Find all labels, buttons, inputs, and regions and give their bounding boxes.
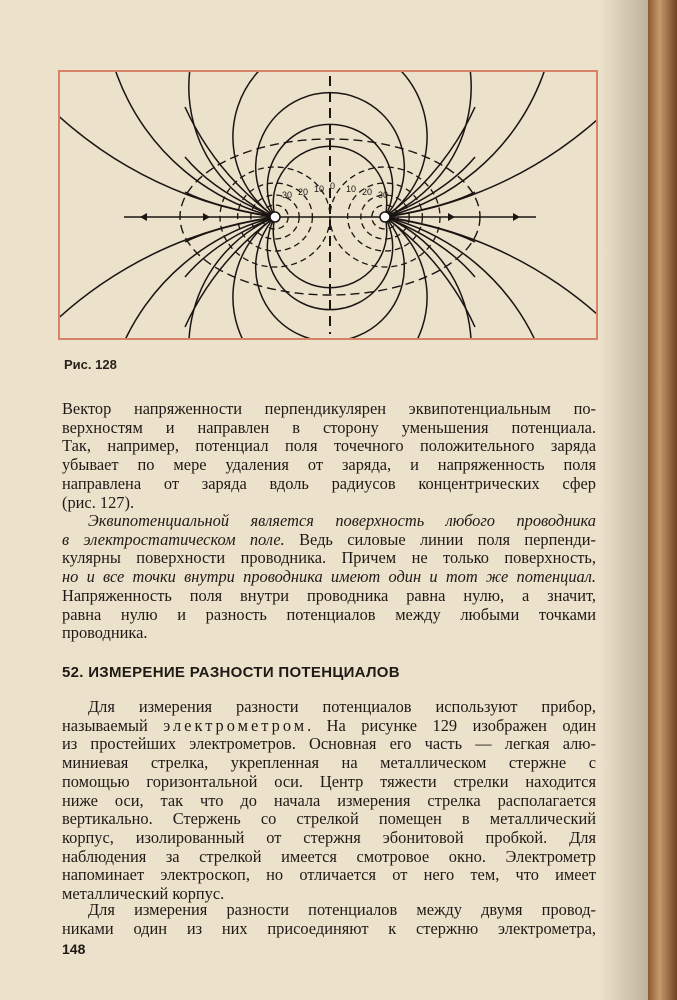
text-line: верхностям и направлен в сторону уменьшения потенциала. xyxy=(62,417,596,437)
text-line: ниже оси, так что до начала измерения стрелка располагается xyxy=(62,790,596,810)
section-heading: 52. ИЗМЕРЕНИЕ РАЗНОСТИ ПОТЕНЦИАЛОВ xyxy=(62,664,400,681)
text-line: никами один из них присоединяют к стержню электрометра, xyxy=(62,918,596,938)
field-line xyxy=(267,124,392,217)
text-line: наблюдения за стрелкой имеется смотровое окно. Электрометр xyxy=(62,846,596,866)
field-arrow xyxy=(513,213,520,221)
text-line: из простейших электрометров. Основная его часть — легкая алю- xyxy=(62,734,596,754)
text-line: корпус, изолированный от стержня эбонитовой пробкой. Для xyxy=(62,827,596,847)
potential-label: 10 xyxy=(346,184,357,194)
potential-label: 30 xyxy=(282,190,293,200)
field-arrow xyxy=(448,213,455,221)
text-line: направлена от заряда вдоль радиусов концентрических сфер xyxy=(62,473,596,493)
text-line: помощью горизонтальной оси. Центр тяжести стрелки находится xyxy=(62,771,596,791)
dipole-field-diagram xyxy=(60,72,596,338)
text-line: Так, например, потенциал поля точечного положительного заряда xyxy=(62,436,596,456)
text-run: . На рисунке 129 изображен один xyxy=(307,715,596,735)
page-gutter-shadow xyxy=(600,0,648,1000)
text-line: Для измерения разности потенциалов используют прибор, xyxy=(88,697,596,716)
paragraph-4 xyxy=(62,901,596,938)
field-arrow xyxy=(140,213,147,221)
text-line xyxy=(62,531,596,550)
text-run: называемый xyxy=(62,715,164,735)
text-line: Эквипотенциальной является поверхность любого проводника xyxy=(88,511,596,530)
spaced-term: электрометром xyxy=(163,715,308,735)
paragraph-1 xyxy=(62,400,596,512)
italic-phrase: в электростатическом поле. xyxy=(62,529,285,549)
potential-label: 0 xyxy=(330,181,336,191)
potential-label: 10 xyxy=(314,184,325,194)
paragraph-2 xyxy=(62,512,596,643)
text-line xyxy=(62,717,596,736)
text-line: миниевая стрелка, укрепленная на металлическом стержне с xyxy=(62,753,596,773)
field-line xyxy=(60,217,596,338)
field-line xyxy=(267,217,392,310)
text-line: равна нулю и разность потенциалов между любыми точками xyxy=(62,604,596,624)
text-line: вертикально. Стержень со стрелкой помещен в металлический xyxy=(62,809,596,829)
paragraph-3 xyxy=(62,698,596,904)
potential-label: 30 xyxy=(378,190,389,200)
text-run: Ведь силовые линии поля перпенди- xyxy=(284,529,596,549)
positive-charge xyxy=(270,212,280,222)
text-line: напоминает электроскоп, но отличается от него тем, что имеет xyxy=(62,865,596,885)
text-line: проводника. xyxy=(62,623,148,643)
page-number: 148 xyxy=(62,941,86,957)
potential-label: 20 xyxy=(362,187,373,197)
potential-label: 20 xyxy=(298,187,309,197)
book-edge xyxy=(648,0,677,1000)
field-line xyxy=(60,72,596,217)
figure-128 xyxy=(58,70,598,340)
text-line: Вектор напряженности перпендикулярен эквипотенциальным по- xyxy=(62,399,596,418)
text-line: Для измерения разности потенциалов между двумя провод- xyxy=(88,900,596,919)
negative-charge xyxy=(380,212,390,222)
text-line: кулярны поверхности проводника. Причем не только поверхность, xyxy=(62,548,596,568)
field-arrow xyxy=(203,213,210,221)
text-line: (рис. 127). xyxy=(62,492,135,512)
text-line: Напряженность поля внутри проводника равна нулю, а значит, xyxy=(62,585,596,605)
text-line: убывает по мере удаления от заряда, и напряженность поля xyxy=(62,455,596,475)
text-line: но и все точки внутри проводника имеют один и тот же потенциал. xyxy=(62,567,596,587)
text-line: металлический корпус. xyxy=(62,884,225,904)
figure-caption: Рис. 128 xyxy=(64,357,117,372)
